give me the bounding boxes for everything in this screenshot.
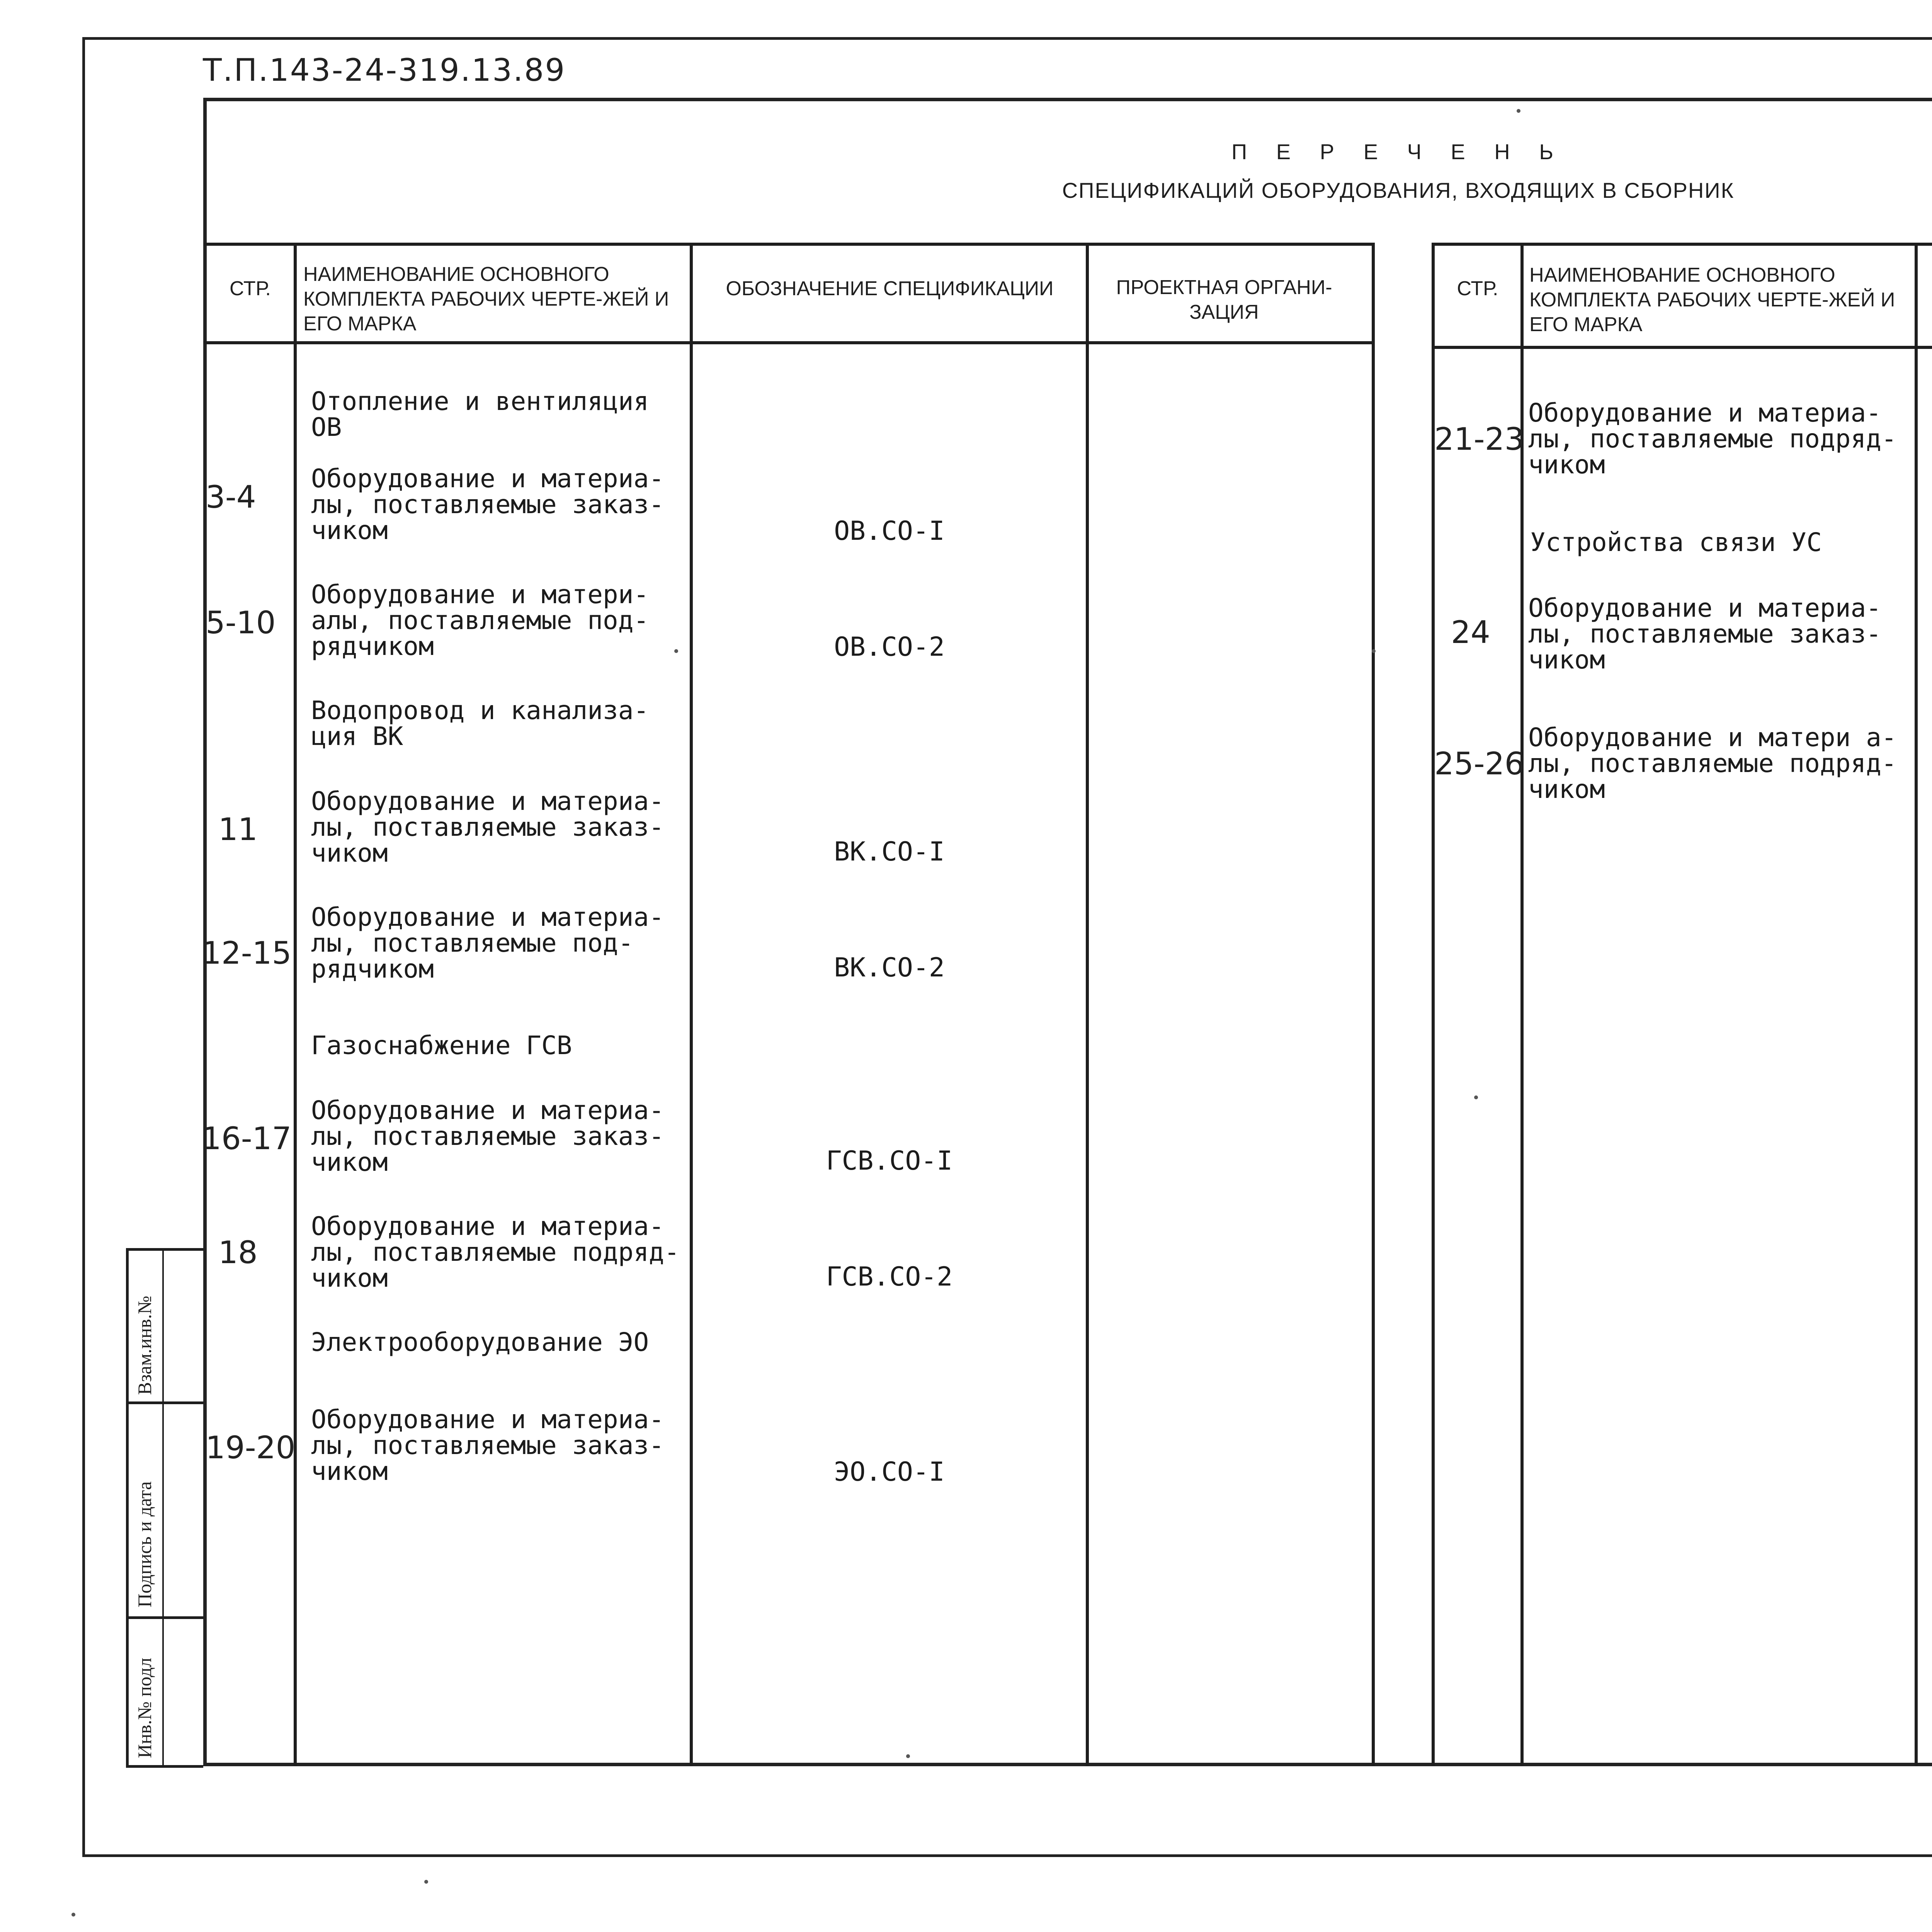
- left-col-divider-1: [294, 243, 297, 1766]
- row-name: Оборудование и материа- лы, поставляемые заказ- чиком: [311, 1095, 664, 1177]
- left-header-org: ПРОЕКТНАЯ ОРГАНИ-ЗАЦИЯ: [1116, 276, 1332, 323]
- stamp-bottom-line: [126, 1765, 203, 1768]
- list-subtitle: СПЕЦИФИКАЦИЙ ОБОРУДОВАНИЯ, ВХОДЯЩИХ В СБОРНИК: [1062, 178, 1735, 202]
- stamp-inner-divider: [162, 1248, 164, 1768]
- stamp-inv-original: Инв.№ подл: [134, 1658, 155, 1758]
- row-spec-code: ВК.СО-I: [834, 837, 945, 867]
- row-spec-code: ОВ.СО-I: [834, 516, 945, 546]
- right-table-left-edge: [1432, 243, 1435, 1766]
- right-table-header-line: [1432, 346, 1932, 349]
- scan-speck: [1474, 1095, 1478, 1099]
- right-col-divider-1: [1520, 243, 1524, 1766]
- scan-speck: [906, 1754, 910, 1758]
- right-section-us: Устройства связи УС: [1530, 527, 1822, 557]
- row-page: 21-23: [1434, 421, 1524, 457]
- row-name: Оборудование и материа- лы, поставляемые заказ- чиком: [311, 464, 664, 545]
- scan-speck: [424, 1880, 428, 1884]
- row-spec-code: [1918, 772, 1932, 803]
- row-spec-code: ВК.СО-2: [834, 952, 945, 983]
- right-col-divider-2: [1915, 243, 1918, 1766]
- row-spec-code: ОВ.СО-2: [834, 632, 945, 662]
- stamp-divider-2: [126, 1616, 203, 1619]
- row-spec-code: [1918, 645, 1932, 675]
- document-code: Т.П.143-24-319.13.89: [203, 52, 566, 88]
- row-name: Оборудование и материа- лы, поставляемые подряд- чиком: [311, 1211, 680, 1293]
- row-name: Оборудование и материа- лы, поставляемые заказ- чиком: [311, 786, 664, 868]
- row-name: Оборудование и материа- лы, поставляемые заказ- чиком: [1528, 593, 1881, 675]
- right-table-top-line: [1432, 243, 1932, 246]
- left-section-gsv: Газоснабжение ГСВ: [311, 1031, 572, 1060]
- stamp-replace-inv: Взам.инв.№: [134, 1296, 155, 1395]
- row-page: 12-15: [202, 935, 292, 971]
- left-header-name: НАИМЕНОВАНИЕ ОСНОВНОГО КОМПЛЕКТА РАБОЧИХ ЧЕРТЕ-ЖЕЙ И ЕГО МАРКА: [303, 263, 669, 335]
- list-title: П Е Р Е Ч Е Н Ь: [1231, 139, 1565, 164]
- scan-speck: [1372, 649, 1376, 653]
- left-table-top-line: [203, 243, 1374, 246]
- left-col-divider-3: [1086, 243, 1089, 1766]
- row-page: 25-26: [1434, 746, 1524, 782]
- row-page: 5-10: [206, 605, 276, 641]
- row-name: Оборудование и матери- алы, поставляемые под- рядчиком: [311, 580, 649, 661]
- stamp-top-line: [126, 1248, 203, 1251]
- left-section-vk: Водопровод и канализа- ция ВК: [311, 696, 649, 751]
- row-spec-code: [1918, 450, 1932, 481]
- stamp-left-edge: [126, 1248, 129, 1768]
- right-header-name: НАИМЕНОВАНИЕ ОСНОВНОГО КОМПЛЕКТА РАБОЧИХ ЧЕРТЕ-ЖЕЙ И ЕГО МАРКА: [1529, 264, 1895, 336]
- row-page: 18: [218, 1235, 258, 1270]
- stamp-signature-date: Подпись и дата: [134, 1481, 155, 1607]
- scan-speck: [674, 649, 678, 653]
- left-table-header-line: [203, 341, 1374, 344]
- left-table-right-edge: [1372, 243, 1375, 1766]
- row-spec-code: ГСВ.СО-2: [826, 1262, 953, 1292]
- scan-speck: [1517, 109, 1520, 113]
- row-name: Оборудование и материа- лы, поставляемые подряд- чиком: [1528, 398, 1897, 480]
- row-spec-code: ЭО.СО-I: [834, 1457, 945, 1487]
- scan-speck: [71, 1913, 75, 1917]
- right-header-page: СТР.: [1457, 277, 1498, 300]
- left-section-eo: Электрооборудование ЭО: [311, 1327, 649, 1357]
- row-name: Оборудование и материа- лы, поставляемые под- рядчиком: [311, 902, 664, 984]
- left-col-divider-2: [690, 243, 693, 1766]
- row-page: 24: [1451, 614, 1490, 650]
- right-header-spec: [1918, 281, 1932, 306]
- row-name: Оборудование и материа- лы, поставляемые заказ- чиком: [311, 1405, 664, 1486]
- left-section-ov: Отопление и вентиляция ОВ: [311, 386, 649, 442]
- row-spec-code: ГСВ.СО-I: [826, 1146, 953, 1176]
- row-page: 16-17: [202, 1121, 292, 1156]
- row-page: 3-4: [206, 479, 256, 515]
- row-name: Оборудование и матери а- лы, поставляемые подряд- чиком: [1528, 723, 1897, 804]
- row-page: 11: [218, 811, 258, 847]
- left-header-page: СТР.: [230, 277, 271, 300]
- left-header-spec: ОБОЗНАЧЕНИЕ СПЕЦИФИКАЦИИ: [726, 277, 1054, 300]
- row-page: 19-20: [206, 1430, 296, 1466]
- stamp-divider-1: [126, 1401, 203, 1404]
